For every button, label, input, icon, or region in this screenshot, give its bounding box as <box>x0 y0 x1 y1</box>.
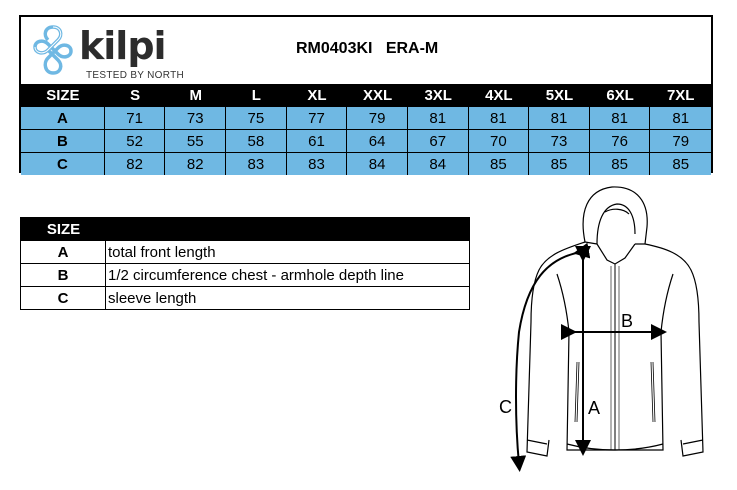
brand-tagline: TESTED BY NORTH <box>86 70 185 81</box>
table-cell: 84 <box>408 153 469 175</box>
table-cell: 55 <box>165 130 226 152</box>
table-cell: 83 <box>226 153 287 175</box>
table-cell: 76 <box>590 130 651 152</box>
table-cell: 85 <box>529 153 590 175</box>
table-cell: 70 <box>469 130 530 152</box>
label-a: A <box>588 398 601 418</box>
table-cell: 58 <box>226 130 287 152</box>
legend-header-label: SIZE <box>46 220 81 238</box>
table-cell: 81 <box>672 109 690 127</box>
legend-key: A <box>21 241 106 263</box>
table-cell: 73 <box>529 130 590 152</box>
measurement-legend <box>20 217 470 310</box>
size-col-header: 3XL <box>424 87 452 104</box>
size-col-header: 4XL <box>485 87 513 104</box>
table-cell: 64 <box>347 130 408 152</box>
table-cell: 77 <box>287 107 348 129</box>
row-label: B <box>21 130 105 152</box>
legend-row <box>21 263 469 286</box>
label-c: C <box>499 397 512 417</box>
table-row-c <box>21 152 711 175</box>
table-cell: 85 <box>469 153 530 175</box>
table-cell: 82 <box>165 153 226 175</box>
measurement-c-arrow <box>516 252 581 464</box>
table-cell: 67 <box>408 130 469 152</box>
legend-description: total front length <box>108 243 216 261</box>
table-header-block <box>21 17 711 84</box>
kilpi-logo <box>25 21 185 81</box>
size-header-label: SIZE <box>46 87 80 104</box>
table-row-b <box>21 129 711 152</box>
table-cell: 84 <box>347 153 408 175</box>
table-cell: 79 <box>347 107 408 129</box>
table-cell: 61 <box>287 130 348 152</box>
knot-logo-icon <box>25 21 81 79</box>
legend-row <box>21 240 469 263</box>
legend-description: sleeve length <box>108 289 197 307</box>
size-col-header: M <box>189 87 202 104</box>
size-col-header: XL <box>307 87 327 104</box>
size-col-header: 7XL <box>666 87 695 104</box>
size-col-header: S <box>130 87 141 104</box>
size-col-header: L <box>251 87 261 104</box>
legend-key: C <box>21 287 106 309</box>
legend-description: 1/2 circumference chest - armhole depth line <box>108 266 404 284</box>
table-cell: 81 <box>590 107 651 129</box>
row-label: A <box>21 107 105 129</box>
table-cell: 85 <box>590 153 651 175</box>
table-row-a <box>21 107 711 129</box>
table-cell: 81 <box>408 107 469 129</box>
table-cell: 81 <box>469 107 530 129</box>
label-b: B <box>621 311 634 331</box>
product-title: RM0403KI ERA-M <box>296 40 439 57</box>
table-cell: 73 <box>165 107 226 129</box>
size-col-header: 5XL <box>545 87 574 104</box>
legend-header <box>21 218 469 240</box>
table-cell: 81 <box>529 107 590 129</box>
table-cell: 79 <box>672 132 690 150</box>
table-cell: 75 <box>226 107 287 129</box>
table-cell: 85 <box>672 155 690 173</box>
legend-row <box>21 286 469 309</box>
table-cell: 52 <box>105 130 166 152</box>
size-col-header: 6XL <box>606 87 634 104</box>
jacket-measurement-diagram <box>497 182 722 477</box>
size-col-header: XXL <box>362 87 393 104</box>
table-cell: 82 <box>105 153 166 175</box>
size-table <box>19 15 713 173</box>
size-header-row <box>21 84 711 107</box>
jacket-outline <box>527 187 703 456</box>
size-grid <box>21 84 711 175</box>
table-cell: 71 <box>105 107 166 129</box>
legend-key: B <box>21 264 106 286</box>
row-label: C <box>21 153 105 175</box>
brand-name: kilpi <box>79 24 166 68</box>
table-cell: 83 <box>287 153 348 175</box>
